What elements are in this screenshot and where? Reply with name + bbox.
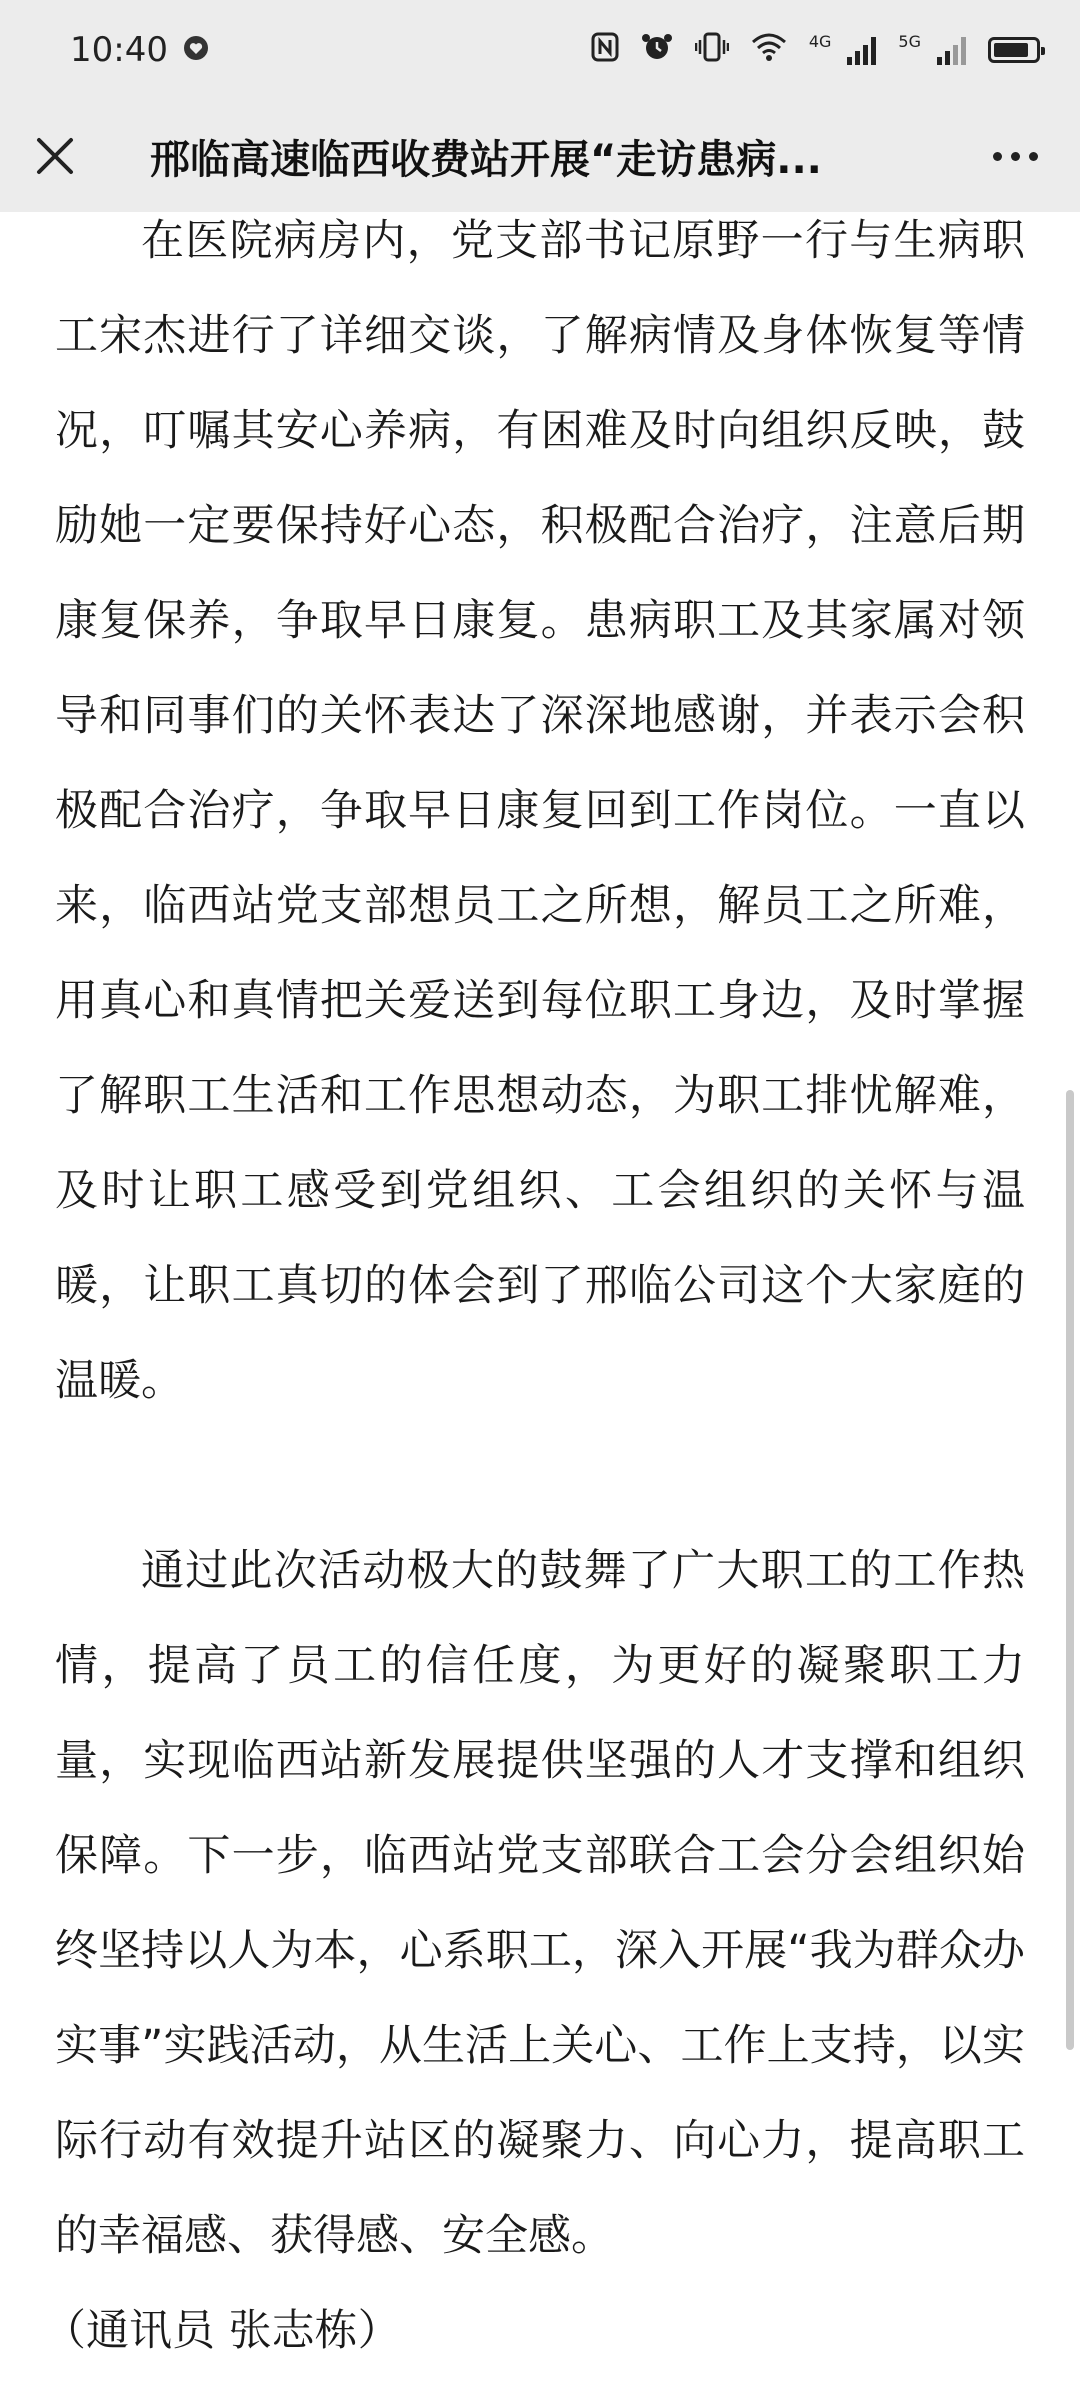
network-label-1: 4G [808,31,832,51]
vibrate-icon [695,32,729,69]
scrollbar[interactable] [1066,1090,1074,2050]
nfc-icon [591,32,619,69]
close-icon[interactable] [30,131,80,181]
battery-icon [988,37,1040,63]
nav-header [0,100,1080,212]
signal-icon [847,35,876,65]
status-right [591,32,1040,69]
article-body [43,212,1025,2379]
status-bar [0,0,1080,100]
battery-level [994,43,1028,57]
article-content[interactable] [0,212,1080,2400]
heart-icon [182,30,210,70]
alarm-icon [641,32,673,69]
page-title: 邢临高速临西收费站开展“走访患病... [150,136,822,183]
wifi-icon [751,32,787,69]
status-left [70,30,210,70]
article-paragraph-2: 通过此次活动极大的鼓舞了广大职工的工作热情，提高了员工的信任度，为更好的凝聚职工力量，实现临西站新发展提供坚强的人才支撑和组织保障。下一步，临西站党支部联合工会分会组织始终坚持以人为本，心系职工，深入开展“我为群众办实事”实践活动，从生活上关心、工作上支持，以实际行动有效提升站区的凝聚力、向心力，提高职工的幸福感、获得感、安全感。 [55,1546,1025,2261]
article-author: （通讯员 张志栋） [43,2306,401,2356]
paragraph-spacer [55,1429,1025,1524]
more-icon[interactable] [980,131,1050,181]
signal-icon [937,35,966,65]
article-paragraph-1: 在医院病房内，党支部书记原野一行与生病职工宋杰进行了详细交谈，了解病情及身体恢复等情况，叮嘱其安心养病，有困难及时向组织反映，鼓励她一定要保持好心态，积极配合治疗，注意后期康复保养，争取早日康复。患病职工及其家属对领导和同事们的关怀表达了深深地感谢，并表示会积极配合治疗，争取早日康复回到工作岗位。一直以来，临西站党支部想员工之所想，解员工之所难，用真心和真情把关爱送到每位职工身边，及时掌握了解职工生活和工作思想动态，为职工排忧解难，及时让职工感受到党组织、工会组织的关怀与温暖，让职工真切的体会到了邢临公司这个大家庭的温暖。 [55,216,1025,1406]
status-time: 10:40 [70,30,168,70]
network-label-2: 5G [898,31,921,51]
